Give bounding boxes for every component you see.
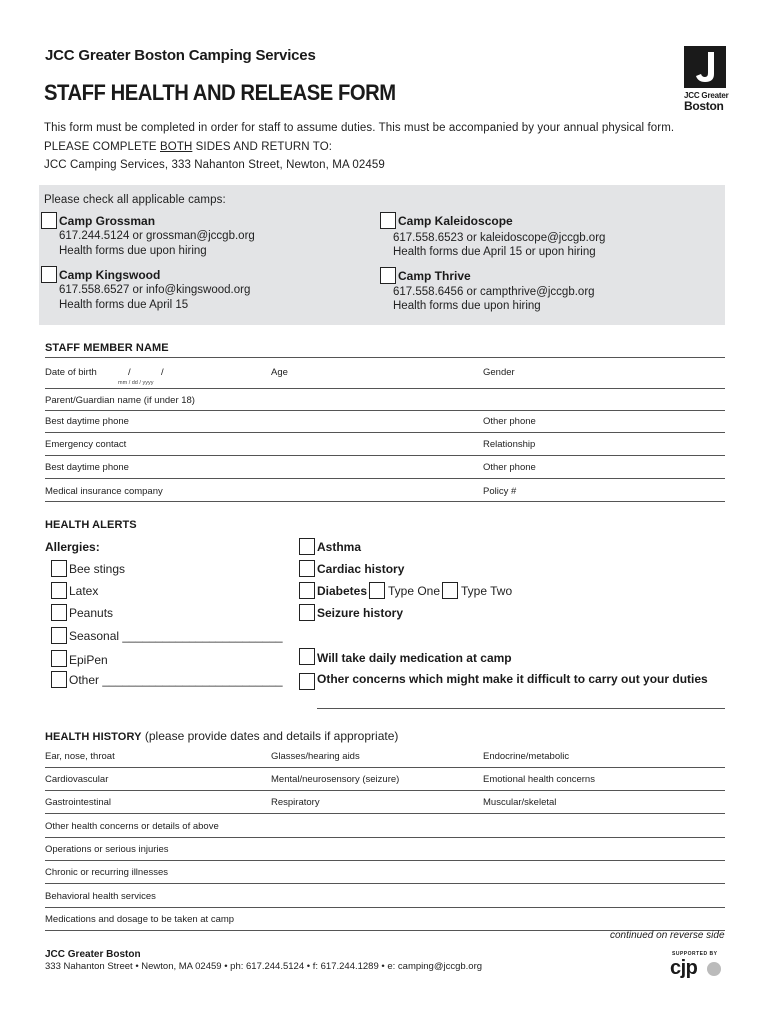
- epipen-label: EpiPen: [69, 653, 108, 667]
- operations-line[interactable]: [45, 860, 725, 861]
- dob-slash-1: /: [128, 367, 131, 378]
- behavioral-line[interactable]: [45, 907, 725, 908]
- chronic-label: Chronic or recurring illnesses: [45, 867, 169, 878]
- daytime-phone-label: Best daytime phone: [45, 416, 129, 427]
- type-one-label: Type One: [388, 584, 441, 598]
- insurance-label: Medical insurance company: [45, 486, 163, 497]
- intro-line2: [44, 141, 332, 153]
- camp-thrive-contact: 617.558.6456 or campthrive@jccgb.org: [393, 286, 595, 298]
- logo-text-line1: JCC Greater: [684, 91, 729, 100]
- mental-neurosensory-label: Mental/neurosensory (seizure): [271, 774, 400, 785]
- camp-grossman-due: Health forms due upon hiring: [59, 245, 207, 257]
- staff-heading: STAFF MEMBER NAME: [45, 342, 169, 354]
- intro-line1: This form must be completed in order for staff to assume duties. This must be accompanied by your annual physical form.: [44, 122, 675, 134]
- camp-kingswood-due: Health forms due April 15: [59, 299, 189, 311]
- intro-line2-pre: PLEASE COMPLETE: [44, 141, 160, 153]
- camp-grossman-contact: 617.244.5124 or grossman@jccgb.org: [59, 230, 255, 242]
- supported-by-text: SUPPORTED BY: [672, 951, 718, 957]
- guardian-label: Parent/Guardian name (if under 18): [45, 395, 195, 406]
- ear-nose-throat-label: Ear, nose, throat: [45, 751, 115, 762]
- type-two-label: Type Two: [461, 584, 513, 598]
- camp-kaleidoscope-checkbox[interactable]: [380, 212, 396, 229]
- muscular-skeletal-label: Muscular/skeletal: [483, 797, 557, 808]
- age-label: Age: [271, 367, 288, 378]
- bee-stings-label: Bee stings: [69, 562, 126, 576]
- cjp-logo-text: cjp: [670, 957, 698, 979]
- camps-prompt: Please check all applicable camps:: [44, 194, 226, 206]
- footer-address: 333 Nahanton Street • Newton, MA 02459 • ph: 617.244.5124 • f: 617.244.1289 • e: camping@jccgb.org: [45, 961, 483, 972]
- peanuts-label: Peanuts: [69, 606, 114, 620]
- seizure-label: Seizure history: [317, 606, 404, 620]
- footer-org: JCC Greater Boston: [45, 949, 141, 960]
- camp-thrive-checkbox[interactable]: [380, 267, 396, 284]
- emergency-contact-label: Emergency contact: [45, 439, 127, 450]
- other-concerns-label: Other concerns which might make it difficult to carry out your duties: [317, 672, 708, 686]
- peanuts-checkbox[interactable]: [51, 604, 67, 621]
- history-row3-line[interactable]: [45, 813, 725, 814]
- camp-kaleidoscope-contact: 617.558.6523 or kaleidoscope@jccgb.org: [393, 232, 606, 244]
- camp-grossman-checkbox[interactable]: [41, 212, 57, 229]
- diabetes-checkbox[interactable]: [299, 582, 315, 599]
- history-row1-line[interactable]: [45, 767, 725, 768]
- medication-checkbox[interactable]: [299, 648, 315, 665]
- health-history-note: (please provide dates and details if appropriate): [141, 729, 399, 743]
- gender-label: Gender: [483, 367, 515, 378]
- latex-label: Latex: [69, 584, 99, 598]
- guardian-line[interactable]: [45, 410, 725, 411]
- emergency-line[interactable]: [45, 455, 725, 456]
- epipen-checkbox[interactable]: [51, 650, 67, 667]
- camp-grossman-name: Camp Grossman: [59, 214, 156, 228]
- type-two-checkbox[interactable]: [442, 582, 458, 599]
- intro-line2-underlined: BOTH: [160, 141, 193, 153]
- emergency-phone-line[interactable]: [45, 478, 725, 479]
- history-row2-line[interactable]: [45, 790, 725, 791]
- chronic-line[interactable]: [45, 883, 725, 884]
- medications-label: Medications and dosage to be taken at camp: [45, 914, 235, 925]
- camp-kingswood-checkbox[interactable]: [41, 266, 57, 283]
- phone-line[interactable]: [45, 432, 725, 433]
- intro-line2-post: SIDES AND RETURN TO:: [192, 141, 333, 153]
- policy-label: Policy #: [483, 486, 517, 497]
- form-title: STAFF HEALTH AND RELEASE FORM: [44, 80, 396, 105]
- respiratory-label: Respiratory: [271, 797, 320, 808]
- seasonal-label: Seasonal ________________________: [69, 629, 283, 643]
- camp-kaleidoscope-name: Camp Kaleidoscope: [398, 214, 513, 228]
- health-history-heading: HEALTH HISTORY: [45, 731, 142, 743]
- seizure-checkbox[interactable]: [299, 604, 315, 621]
- medication-label: Will take daily medication at camp: [317, 651, 512, 665]
- insurance-line[interactable]: [45, 501, 725, 502]
- seasonal-checkbox[interactable]: [51, 627, 67, 644]
- dob-line[interactable]: [45, 388, 725, 389]
- diabetes-label: Diabetes: [317, 584, 368, 598]
- jcc-logo-icon: [684, 46, 726, 88]
- gastrointestinal-label: Gastrointestinal: [45, 797, 112, 808]
- behavioral-label: Behavioral health services: [45, 891, 156, 902]
- camp-kingswood-contact: 617.558.6527 or info@kingswood.org: [59, 284, 251, 296]
- staff-name-line[interactable]: [45, 357, 725, 358]
- dob-hint: mm / dd / yyyy: [118, 380, 154, 386]
- emotional-health-label: Emotional health concerns: [483, 774, 595, 785]
- camp-kingswood-name: Camp Kingswood: [59, 268, 161, 282]
- logo-text-line2: Boston: [684, 99, 724, 113]
- camp-kaleidoscope-due: Health forms due April 15 or upon hiring: [393, 246, 596, 258]
- camp-thrive-due: Health forms due upon hiring: [393, 300, 541, 312]
- allergies-label: Allergies:: [45, 540, 100, 554]
- intro-line3: JCC Camping Services, 333 Nahanton Street, Newton, MA 02459: [44, 159, 385, 171]
- continued-note: continued on reverse side: [610, 930, 725, 941]
- dob-label: Date of birth: [45, 367, 97, 378]
- cardiovascular-label: Cardiovascular: [45, 774, 109, 785]
- health-alerts-heading: HEALTH ALERTS: [45, 519, 137, 531]
- operations-label: Operations or serious injuries: [45, 844, 169, 855]
- other-concerns-checkbox[interactable]: [299, 673, 315, 690]
- endocrine-label: Endocrine/metabolic: [483, 751, 570, 762]
- asthma-label: Asthma: [317, 540, 362, 554]
- health-history-heading-wrap: [45, 729, 398, 743]
- relationship-label: Relationship: [483, 439, 536, 450]
- other-health-line[interactable]: [45, 837, 725, 838]
- glasses-hearing-label: Glasses/hearing aids: [271, 751, 360, 762]
- other-health-label: Other health concerns or details of above: [45, 821, 219, 832]
- latex-checkbox[interactable]: [51, 582, 67, 599]
- emergency-phone-label: Best daytime phone: [45, 462, 129, 473]
- type-one-checkbox[interactable]: [369, 582, 385, 599]
- cjp-logo-icon: [707, 962, 721, 976]
- camp-thrive-name: Camp Thrive: [398, 269, 471, 283]
- emergency-other-phone-label: Other phone: [483, 462, 536, 473]
- cardiac-checkbox[interactable]: [299, 560, 315, 577]
- cardiac-label: Cardiac history: [317, 562, 405, 576]
- other-concerns-line[interactable]: [317, 708, 725, 709]
- other-phone-label: Other phone: [483, 416, 536, 427]
- org-name: JCC Greater Boston Camping Services: [45, 47, 316, 64]
- other-allergy-checkbox[interactable]: [51, 671, 67, 688]
- dob-slash-2: /: [161, 367, 164, 378]
- bee-stings-checkbox[interactable]: [51, 560, 67, 577]
- other-allergy-label: Other ___________________________: [69, 673, 283, 687]
- asthma-checkbox[interactable]: [299, 538, 315, 555]
